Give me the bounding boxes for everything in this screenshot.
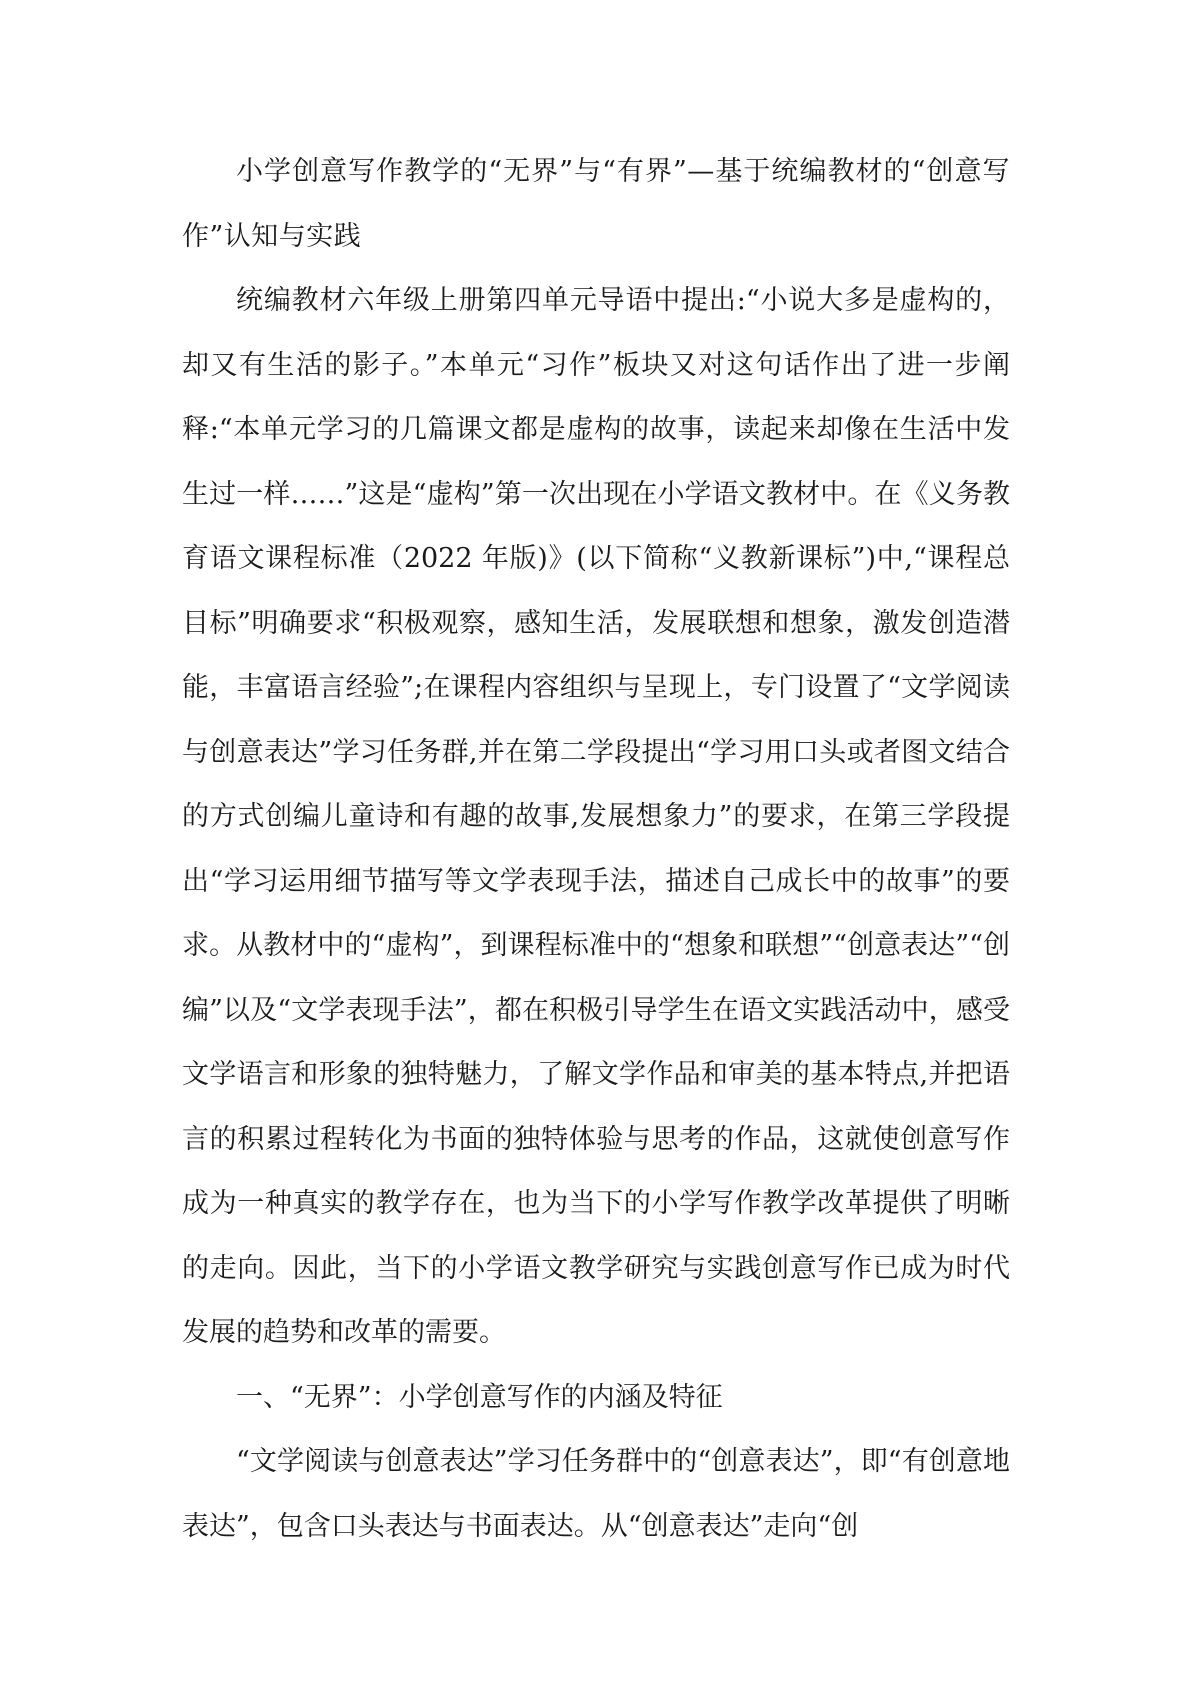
paragraph-section-1: “文学阅读与创意表达”学习任务群中的“创意表达”，即“有创意地表达”，包含口头表达与书面表达。从“创意表达”走向“创 bbox=[182, 1446, 1010, 1542]
paragraph-intro: 统编教材六年级上册第四单元导语中提出:“小说大多是虚构的，却又有生活的影子。”本单元“习作”板块又对这句话作出了进一步阐释:“本单元学习的几篇课文都是虚构的故事，读起来却像在生活中发生过一样……”这是“虚构”第一次出现在小学语文教材中。在《义务教育语文课程标准（2022 年版)》(以下简称“义教新课标”)中,“课程总目标”明确要求“积极观察，感知生活，发展联想和想象，激发创造潜能，丰富语言经验”;在课程内容组织与呈现上，专门设置了“文学阅读与创意表达”学习任务群,并在第二学段提出“学习用口头或者图文结合的方式创编儿童诗和有趣的故事,发展想象力”的要求，在第三学段提出“学习运用细节描写等文学表现手法，描述自己成长中的故事”的要求。从教材中的“虚构”，到课程标准中的“想象和联想”“创意表达”“创编”以及“文学表现手法”，都在积极引导学生在语文实践活动中，感受文学语言和形象的独特魅力，了解文学作品和审美的基本特点,并把语言的积累过程转化为书面的独特体验与思考的作品，这就使创意写作成为一种真实的教学存在，也为当下的小学写作教学改革提供了明晰的走向。因此，当下的小学语文教学研究与实践创意写作已成为时代发展的趋势和改革的需要。 bbox=[182, 285, 1010, 1348]
document-title: 小学创意写作教学的“无界”与“有界”—基于统编教材的“创意写作”认知与实践 bbox=[182, 156, 1010, 252]
document-body bbox=[182, 140, 1010, 1559]
section-heading-1: 一、“无界”：小学创意写作的内涵及特征 bbox=[236, 1381, 723, 1413]
